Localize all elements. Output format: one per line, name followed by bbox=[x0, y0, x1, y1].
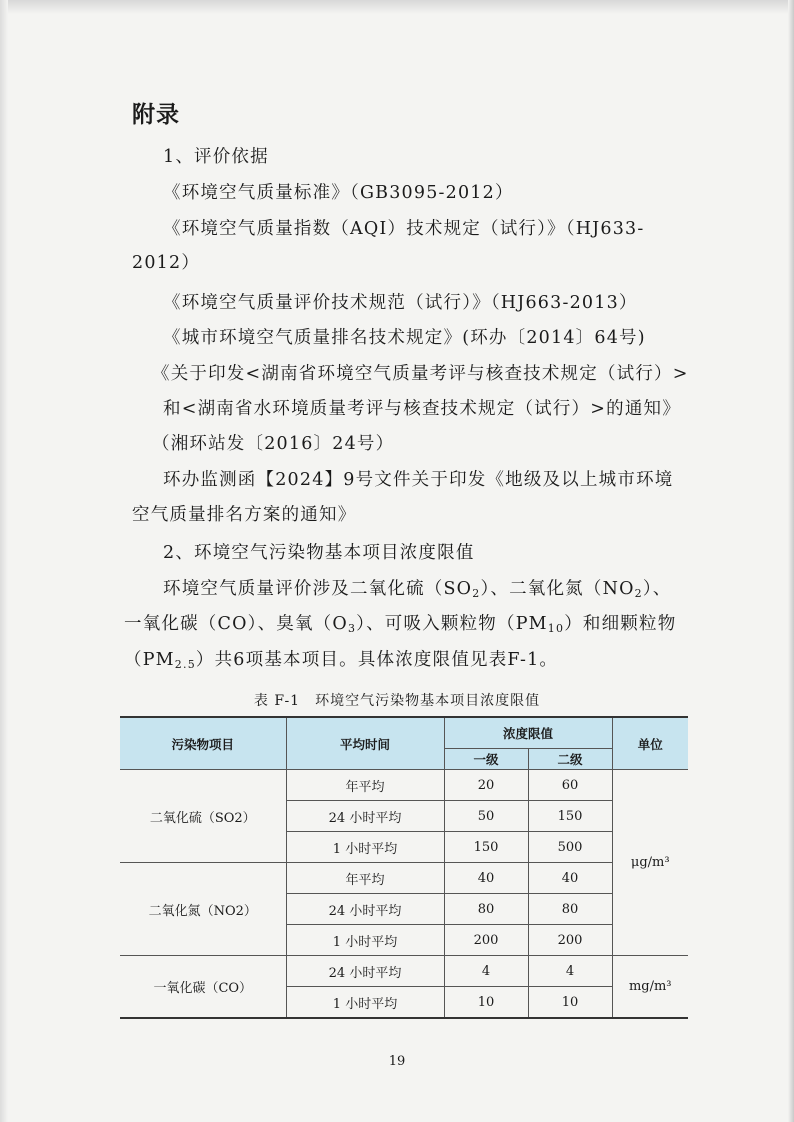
grade-1-cell: 200 bbox=[444, 925, 528, 956]
header-grade-1: 一级 bbox=[444, 749, 528, 770]
period-cell: 1 小时平均 bbox=[286, 832, 444, 863]
reference-1: 《环境空气质量标准》（GB3095-2012） bbox=[163, 183, 514, 203]
body-paragraph-line-3: $(PM_{2.5})$共6项基本项目。具体浓度限值见表F-1。 bbox=[124, 650, 559, 671]
section-2-title: 2、环境空气污染物基本项目浓度限值 bbox=[163, 543, 475, 563]
reference-5-cont: 和<湖南省水环境质量考评与核查技术规定（试行）>的通知》 bbox=[163, 399, 681, 419]
grade-2-cell: 10 bbox=[528, 987, 612, 1019]
header-pollutant: 污染物项目 bbox=[120, 717, 286, 770]
unit-cell: μg/m³ bbox=[612, 770, 688, 956]
grade-2-cell: 40 bbox=[528, 863, 612, 894]
grade-2-cell: 200 bbox=[528, 925, 612, 956]
reference-6: 环办监测函【2024】9号文件关于印发《地级及以上城市环境 bbox=[163, 470, 674, 490]
grade-2-cell: 500 bbox=[528, 832, 612, 863]
body-paragraph-line-2: 一氧化碳（CO）、臭氧$(O_3)$、可吸入颗粒物$(PM_{10})$和细颗粒物 bbox=[124, 614, 677, 635]
reference-6-cont: 空气质量排名方案的通知》 bbox=[132, 505, 357, 525]
period-cell: 年平均 bbox=[286, 770, 444, 801]
table-row bbox=[120, 956, 688, 987]
section-1-title: 1、评价依据 bbox=[163, 147, 269, 167]
reference-3: 《环境空气质量评价技术规范（试行）》（HJ663-2013） bbox=[163, 293, 638, 313]
pollutant-cell: 二氧化氮（NO2） bbox=[120, 863, 286, 956]
scan-edge-top bbox=[0, 0, 794, 14]
unit-cell: mg/m³ bbox=[612, 956, 688, 1019]
body-paragraph-line-1: 环境空气质量评价涉及二氧化硫$(SO_2)$、二氧化氮$(NO_2)$、 bbox=[163, 579, 672, 600]
grade-1-cell: 20 bbox=[444, 770, 528, 801]
reference-2: 《环境空气质量指数（AQI）技术规定（试行）》（HJ633- bbox=[163, 219, 645, 239]
page-number: 19 bbox=[388, 1054, 406, 1069]
reference-5: 《关于印发<湖南省环境空气质量考评与核查技术规定（试行）> bbox=[152, 364, 689, 384]
table-row bbox=[120, 863, 688, 894]
period-cell: 24 小时平均 bbox=[286, 801, 444, 832]
header-period: 平均时间 bbox=[286, 717, 444, 770]
grade-1-cell: 10 bbox=[444, 987, 528, 1019]
table-row bbox=[120, 770, 688, 801]
grade-2-cell: 80 bbox=[528, 894, 612, 925]
concentration-limits-table bbox=[120, 716, 688, 1019]
grade-1-cell: 150 bbox=[444, 832, 528, 863]
pollutant-cell: 二氧化硫（SO2） bbox=[120, 770, 286, 863]
scan-edge-left bbox=[0, 0, 8, 1122]
period-cell: 24 小时平均 bbox=[286, 894, 444, 925]
table-caption: 表 F-1 环境空气污染物基本项目浓度限值 bbox=[253, 693, 541, 709]
period-cell: 1 小时平均 bbox=[286, 987, 444, 1019]
grade-1-cell: 40 bbox=[444, 863, 528, 894]
appendix-heading: 附录 bbox=[132, 102, 180, 128]
period-cell: 1 小时平均 bbox=[286, 925, 444, 956]
grade-2-cell: 4 bbox=[528, 956, 612, 987]
grade-2-cell: 60 bbox=[528, 770, 612, 801]
grade-2-cell: 150 bbox=[528, 801, 612, 832]
reference-2-cont: 2012） bbox=[132, 253, 201, 273]
scan-edge-right bbox=[788, 0, 794, 1122]
period-cell: 年平均 bbox=[286, 863, 444, 894]
reference-5-number: （湘环站发〔2016〕24号） bbox=[152, 434, 395, 454]
grade-1-cell: 4 bbox=[444, 956, 528, 987]
grade-1-cell: 80 bbox=[444, 894, 528, 925]
reference-4: 《城市环境空气质量排名技术规定》(环办〔2014〕64号) bbox=[163, 328, 646, 348]
header-unit: 单位 bbox=[612, 717, 688, 770]
period-cell: 24 小时平均 bbox=[286, 956, 444, 987]
pollutant-cell: 一氧化碳（CO） bbox=[120, 956, 286, 1019]
grade-1-cell: 50 bbox=[444, 801, 528, 832]
header-limit: 浓度限值 bbox=[444, 717, 612, 749]
header-grade-2: 二级 bbox=[528, 749, 612, 770]
